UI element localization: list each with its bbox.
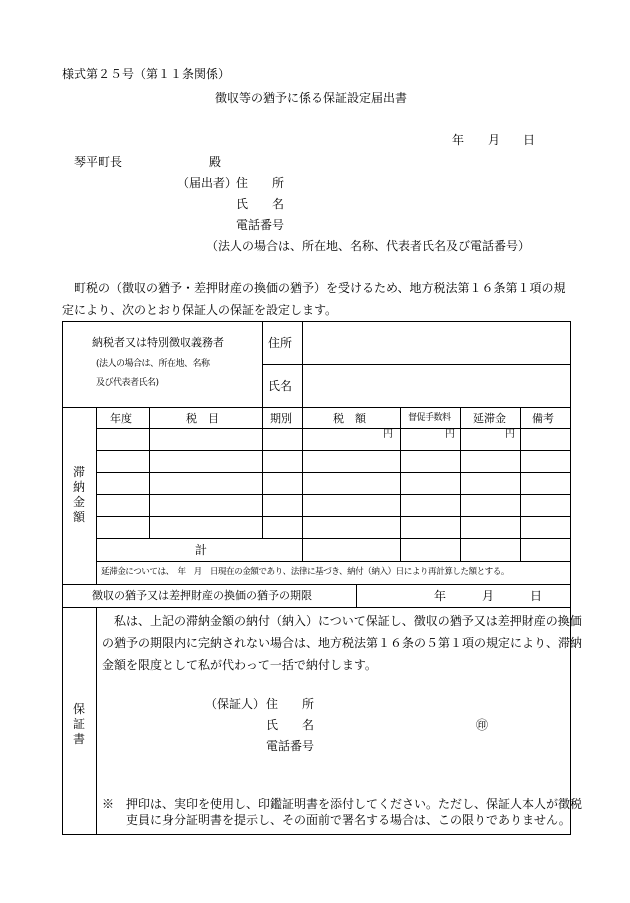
taxpayer-address-label: 住所 — [268, 336, 293, 350]
taxpayer-address-field[interactable] — [303, 322, 569, 363]
total-label: 計 — [195, 543, 208, 557]
guarantor-phone-label: 電話番号 — [266, 739, 315, 753]
yen-reminder-fee: 円 — [445, 429, 455, 440]
date-day: 日 — [523, 133, 536, 147]
arrears-row-1[interactable] — [97, 429, 569, 449]
guarantee-line-3: 金額を限度として私が代わって一括で納付します。 — [102, 658, 377, 672]
form-title: 徴収等の猶予に係る保証設定届出書 — [215, 91, 408, 105]
honorific: 殿 — [209, 155, 222, 169]
guarantee-note-line-2: 吏員に身分証明書を提示し、その面前で署名する場合は、この限りでありません。 — [126, 813, 571, 827]
applicant-name-label: 氏 名 — [236, 197, 285, 211]
applicant-address-label: 住 所 — [236, 176, 285, 190]
yen-late-charge: 円 — [505, 429, 515, 440]
arrears-row-5[interactable] — [97, 517, 569, 537]
yen-tax-amount: 円 — [383, 429, 393, 440]
form-number: 様式第２５号（第１１条関係） — [62, 67, 231, 81]
guarantee-note-line-1: ※ 押印は、実印を使用し、印鑑証明書を添付してください。ただし、保証人本人が徴税 — [102, 797, 583, 811]
header-remarks: 備考 — [532, 412, 554, 425]
header-fiscal-year: 年度 — [110, 412, 132, 425]
taxpayer-name-label: 氏名 — [268, 379, 293, 393]
arrears-section-label: 滞納金額 — [72, 465, 85, 524]
arrears-row-3[interactable] — [97, 473, 569, 493]
taxpayer-label-line-2: (法人の場合は、所在地、名称 — [96, 359, 210, 369]
applicant-phone-label: 電話番号 — [236, 218, 285, 232]
taxpayer-label-line-3: 及び代表者氏名) — [96, 378, 159, 388]
corporate-note: （法人の場合は、所在地、名称、代表者氏名及び電話番号） — [206, 239, 531, 253]
seal-mark: ㊞ — [476, 718, 489, 732]
deadline-month: 月 — [482, 589, 495, 603]
intro-line-1: 町税の（徴収の猶予・差押財産の換価の猶予）を受けるため、地方税法第１６条第１項の規 — [74, 281, 566, 295]
header-reminder-fee: 督促手数料 — [408, 413, 451, 423]
guarantee-line-2: の猶予の期限内に完納されない場合は、地方税法第１６条の５第１項の規定により、滞納 — [102, 636, 583, 650]
applicant-role-label: （届出者） — [177, 176, 238, 190]
header-late-charge: 延滞金 — [473, 412, 506, 425]
header-tax-item: 税 目 — [186, 412, 219, 425]
date-month: 月 — [488, 133, 501, 147]
arrears-row-2[interactable] — [97, 451, 569, 471]
header-tax-amount: 税 額 — [333, 412, 366, 425]
deadline-label: 徴収の猶予又は差押財産の換価の猶予の期限 — [92, 589, 312, 602]
guarantor-role-label: （保証人） — [205, 697, 266, 711]
addressee: 琴平町長 — [74, 155, 123, 169]
date-year: 年 — [452, 133, 465, 147]
taxpayer-name-field[interactable] — [303, 365, 569, 406]
guarantee-section-label: 保証書 — [72, 702, 85, 746]
header-period: 期別 — [270, 412, 292, 425]
guarantor-name-label: 氏 名 — [266, 718, 315, 732]
guarantee-line-1: 私は、上記の滞納金額の納付（納入）について保証し、徴収の猶予又は差押財産の換価 — [114, 614, 582, 628]
guarantor-address-label: 住 所 — [266, 697, 315, 711]
deadline-day: 日 — [530, 589, 543, 603]
late-charge-note: 延滞金については、 年 月 日現在の金額であり、法律に基づき、納付（納入）日により再計算した額とする。 — [101, 567, 509, 577]
arrears-row-4[interactable] — [97, 495, 569, 515]
taxpayer-label-line-1: 納税者又は特別徴収義務者 — [92, 336, 224, 349]
intro-line-2: 定により、次のとおり保証人の保証を設定します。 — [62, 303, 338, 317]
deadline-year: 年 — [434, 589, 447, 603]
